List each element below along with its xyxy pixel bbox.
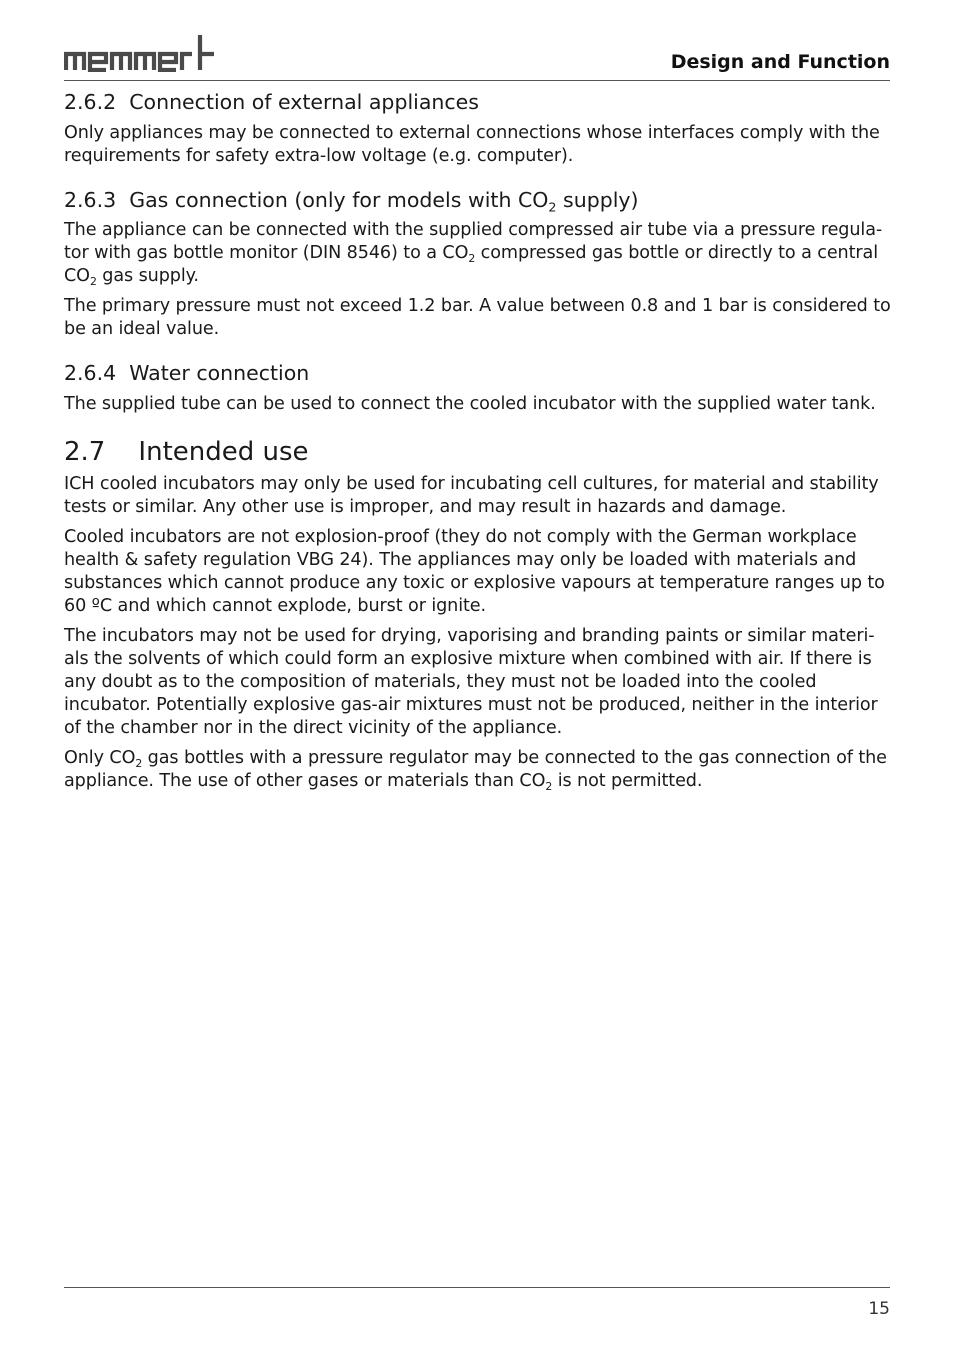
paragraph — [64, 219, 892, 288]
section-title: Connection of external appliances — [129, 90, 479, 114]
section-title: Water connection — [129, 361, 310, 386]
page-content — [64, 90, 892, 813]
paragraph: The incubators may not be used for drying, vaporising and branding paints or similar materi-als the solvents of which could form an explosive mixture when combined with air. If there is any doubt as to the composition of materials, they must not be loaded into the cooled incubator. Potentially explosive gas-air mixtures must not be produced, neither in the interior of the chamber nor in the direct vicinity of the appliance. — [64, 626, 878, 739]
text-run: Only CO — [64, 748, 136, 769]
paragraph — [64, 747, 892, 793]
text-run: gas supply. — [96, 266, 199, 287]
section-2-6-2 — [64, 90, 892, 168]
section-title-part: Gas connection (only for models with CO — [129, 187, 549, 212]
section-2-7 — [64, 436, 892, 794]
text-run: is not permitted. — [552, 771, 703, 792]
paragraph: ICH cooled incubators may only be used for incubating cell cultures, for material and stability tests or similar. Any other use is improper, and may result in hazards and damage. — [64, 474, 879, 518]
text-run: The appliance can be connected with the supplied compressed air tube via a pressure regula-tor with gas bottle monitor (DIN 8546) to a CO — [64, 220, 883, 264]
section-number: 2.6.3 — [64, 187, 117, 212]
paragraph: Only appliances may be connected to external connections whose interfaces comply with the requirements for safety extra-low voltage (e.g. computer). — [64, 122, 880, 166]
subscript: 2 — [89, 275, 97, 289]
paragraph: The supplied tube can be used to connect the cooled incubator with the supplied water tank. — [64, 393, 876, 414]
chapter-number: 2.7 — [64, 436, 106, 467]
section-number: 2.6.4 — [64, 361, 117, 386]
header-section-title: Design and Function — [670, 51, 890, 73]
subscript: 2 — [548, 199, 557, 215]
subscript: 2 — [545, 780, 553, 794]
footer-divider — [64, 1287, 890, 1288]
section-heading — [64, 90, 892, 116]
page-number: 15 — [868, 1299, 890, 1319]
section-title-part: supply) — [556, 187, 639, 212]
text-run: compressed gas bottle or directly to a central CO — [64, 243, 878, 287]
paragraph: The primary pressure must not exceed 1.2 bar. A value between 0.8 and 1 bar is considered to be an ideal value. — [64, 296, 891, 340]
section-number: 2.6.2 — [64, 90, 117, 114]
page-header — [64, 30, 890, 81]
paragraph: Cooled incubators are not explosion-proof (they do not comply with the German workplace health & safety regulation VBG 24). The appliances may only be loaded with materials and substances which cannot produce any toxic or explosive vapours at temperature ranges up to 60 ºC and which cannot explode, burst or ignite. — [64, 527, 885, 617]
section-2-6-3 — [64, 188, 892, 342]
subscript: 2 — [135, 757, 143, 771]
chapter-title: Intended use — [138, 436, 309, 467]
text-run: gas bottles with a pressure regulator may be connected to the gas connection of the appliance. The use of other gases or materials than CO — [64, 748, 887, 792]
chapter-heading — [64, 436, 892, 469]
section-2-6-4 — [64, 361, 892, 416]
subscript: 2 — [468, 252, 476, 266]
memmert-logo — [64, 32, 216, 72]
section-heading — [64, 188, 892, 214]
section-heading — [64, 361, 892, 387]
